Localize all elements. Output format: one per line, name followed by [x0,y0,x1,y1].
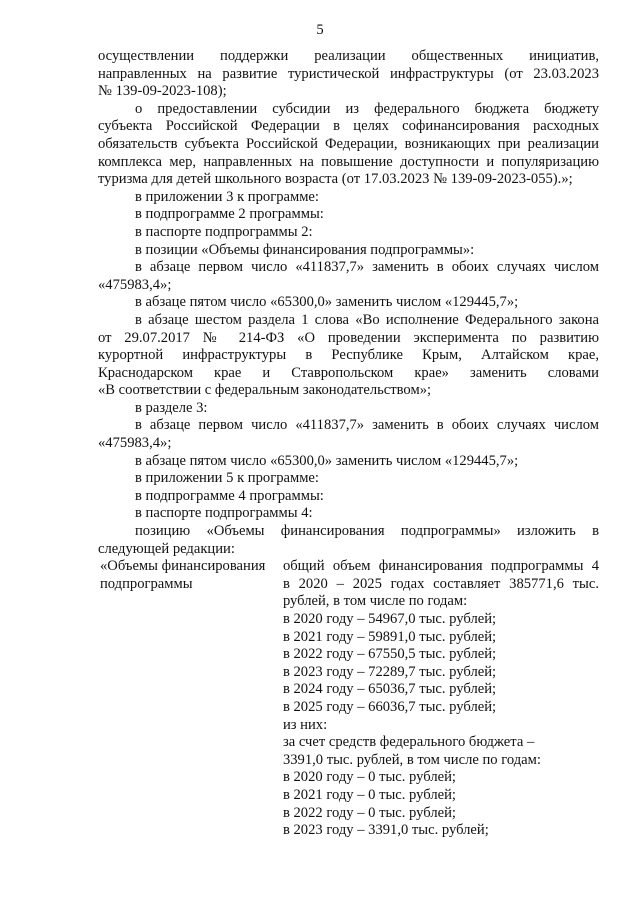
text-line: курортной инфраструктуры в Республике Крым, Алтайском крае, [98,347,599,364]
text-line: Краснодарском крае и Ставропольском крае» заменить словами [98,364,599,381]
text-line: в абзаце первом число «411837,7» заменить в обоих случаях числом [135,259,599,276]
page-number: 5 [316,22,324,38]
text-line: «В соответствии с федеральным законодательством»; [98,382,432,399]
table-label-line: «Объемы финансирования [100,558,266,575]
text-line: от 29.07.2017 № 214-ФЗ «О проведении эксперимента по развитию [98,329,599,346]
text-line: в паспорте подпрограммы 4: [135,505,313,522]
table-value-line: в 2024 году – 65036,7 тыс. рублей; [282,681,497,698]
table-value-line: в 2025 году – 66036,7 тыс. рублей; [282,698,497,715]
text-line: позицию «Объемы финансирования подпрограммы» изложить в [135,523,599,540]
text-line: субъекта Российской Федерации в целях софинансирования расходных [98,118,599,135]
text-line: осуществлении поддержки реализации общественных инициатив, [98,48,599,64]
text-line: № 139-09-2023-108); [98,83,227,100]
text-line: в подпрограмме 4 программы: [135,487,324,504]
table-value-line: в 2022 году – 67550,5 тыс. рублей; [282,646,497,663]
table-label-line: подпрограммы [100,575,193,592]
table-value-line: рублей, в том числе по годам: [282,593,468,610]
document-body [98,48,599,840]
text-line: в приложении 3 к программе: [135,188,319,205]
table-value-line: в 2022 году – 0 тыс. рублей; [282,804,456,821]
text-line: «475983,4»; [98,276,172,293]
text-line: в разделе 3: [135,399,208,416]
text-line: следующей редакции: [98,540,235,557]
text-line: в абзаце пятом число «65300,0» заменить числом «129445,7»; [135,452,519,469]
text-line: в приложении 5 к программе: [135,470,319,487]
text-line: в абзаце шестом раздела 1 слова «Во исполнение Федерального закона [135,311,599,328]
text-line: в паспорте подпрограммы 2: [135,223,313,240]
table-value-line: за счет средств федерального бюджета – [282,734,535,751]
text-line: в абзаце пятом число «65300,0» заменить числом «129445,7»; [135,294,519,311]
table-value-line: в 2023 году – 72289,7 тыс. рублей; [282,663,497,680]
text-line: о предоставлении субсидии из федерального бюджета бюджету [135,100,599,117]
text-line: туризма для детей школьного возраста (от 17.03.2023 № 139-09-2023-055).»; [98,171,573,188]
table-value-line: в 2023 году – 3391,0 тыс. рублей; [282,822,489,839]
table-value-line: в 2021 году – 59891,0 тыс. рублей; [282,628,497,645]
financing-table [98,558,599,840]
text-line: комплекса мер, направленных на повышение доступности и популяризацию [98,153,599,170]
financing-table-value-cell [269,558,599,840]
text-line: в абзаце первом число «411837,7» заменить в обоих случаях числом [135,417,599,434]
table-value-line: в 2021 году – 0 тыс. рублей; [282,786,456,803]
table-value-line: в 2020 году – 0 тыс. рублей; [282,769,456,786]
table-value-line: общий объем финансирования подпрограммы 4 [282,558,599,575]
text-line: направленных на развитие туристической инфраструктуры (от 23.03.2023 [98,65,599,82]
text-line: в подпрограмме 2 программы: [135,206,324,223]
text-line: в позиции «Объемы финансирования подпрограммы»: [135,241,475,258]
table-value-line: в 2020 году – 54967,0 тыс. рублей; [282,611,497,627]
table-value-line: 3391,0 тыс. рублей, в том числе по годам: [282,751,541,768]
financing-table-label-cell [98,558,269,840]
text-line: «475983,4»; [98,435,172,452]
text-line: обязательств субъекта Российской Федерации, возникающих при реализации [98,135,599,152]
table-value-line: из них: [282,716,328,733]
table-value-line: в 2020 – 2025 годах составляет 385771,6 тыс. [282,575,599,592]
